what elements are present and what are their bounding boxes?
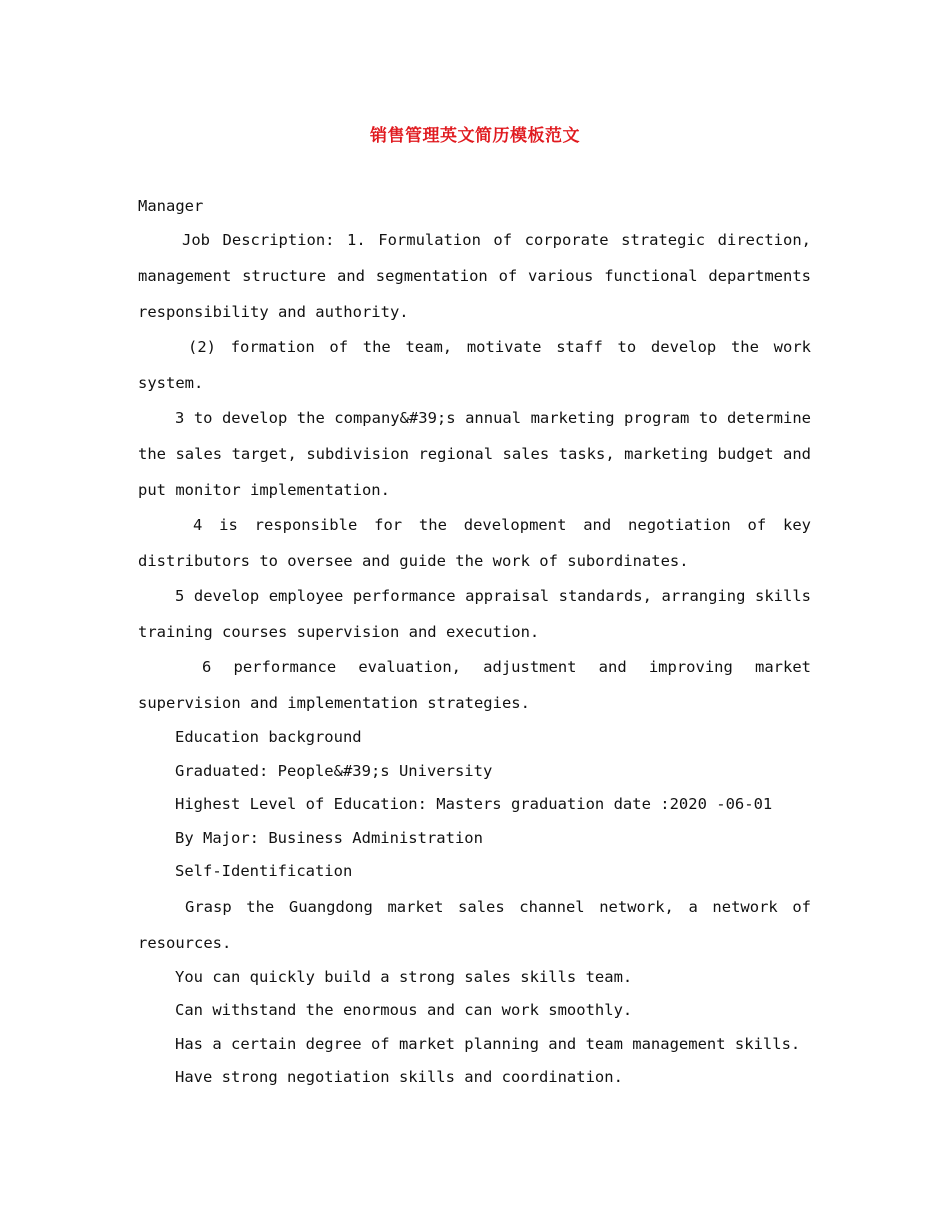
self-identification-item-2: You can quickly build a strong sales skills team. — [175, 967, 633, 986]
self-identification-item-3: Can withstand the enormous and can work smoothly. — [175, 1001, 633, 1019]
education-heading: Education background — [175, 728, 362, 746]
job-description-item-6: 6 performance evaluation, adjustment and improving market supervision and implementation strategies. — [138, 658, 811, 712]
job-description-item-1: Job Description: 1. Formulation of corporate strategic direction, management structure and segmentation of various functional departments responsibility and authority. — [138, 231, 811, 321]
self-identification-item-1: Grasp the Guangdong market sales channel network, a network of resources. — [138, 897, 811, 952]
document-title: 销售管理英文简历模板范文 — [370, 126, 580, 146]
self-identification-item-5: Have strong negotiation skills and coordination. — [175, 1068, 623, 1086]
job-description-item-4: 4 is responsible for the development and negotiation of key distributors to oversee and guide the work of subordinates. — [138, 516, 811, 570]
job-description-item-3: 3 to develop the company&#39;s annual marketing program to determine the sales target, subdivision regional sales tasks, marketing budget and put monitor implementation. — [138, 409, 811, 499]
job-description-item-5: 5 develop employee performance appraisal standards, arranging skills training courses supervision and execution. — [138, 587, 811, 641]
education-major: By Major: Business Administration — [175, 828, 483, 847]
education-level: Highest Level of Education: Masters graduation date :2020 -06-01 — [175, 795, 773, 813]
self-identification-heading: Self-Identification — [175, 862, 353, 880]
position-line: Manager — [138, 197, 204, 215]
self-identification-item-4: Has a certain degree of market planning and team management skills. — [175, 1034, 801, 1053]
job-description-item-2: (2) formation of the team, motivate staff to develop the work system. — [138, 338, 811, 392]
resume-body — [138, 192, 811, 1095]
education-graduated: Graduated: People&#39;s University — [175, 761, 493, 780]
